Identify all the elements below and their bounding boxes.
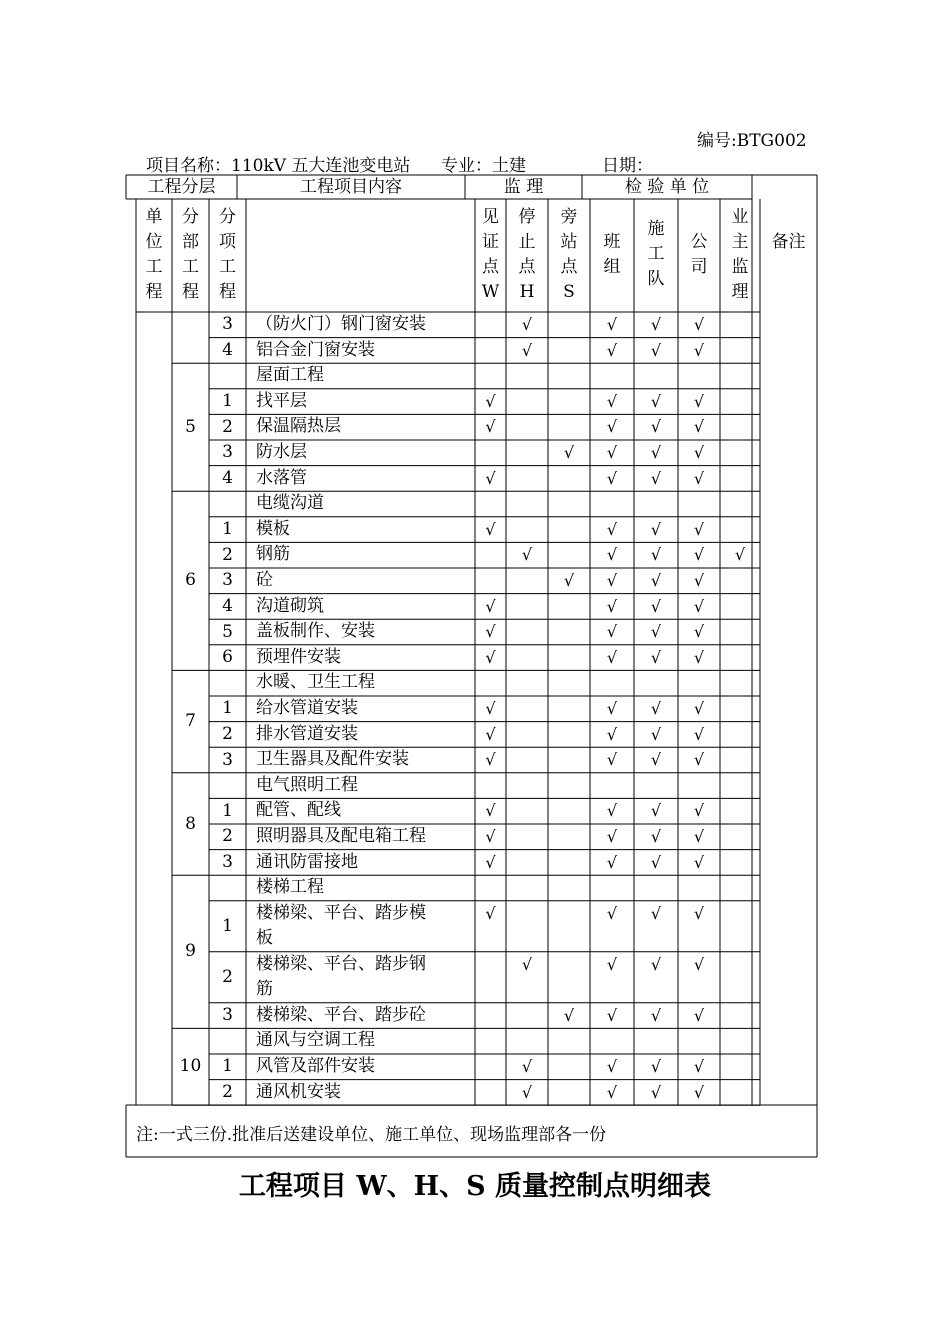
check-mark: √ (606, 340, 618, 360)
header-s_point-char: 旁 (560, 207, 578, 227)
check-mark: √ (606, 468, 618, 488)
header-sub_project-char: 部 (182, 232, 199, 252)
check-mark: √ (650, 468, 662, 488)
check-mark: √ (521, 545, 533, 565)
check-mark: √ (650, 340, 662, 360)
item-content: 给水管道安装 (256, 698, 358, 718)
check-mark: √ (606, 571, 618, 590)
check-mark: √ (650, 1005, 662, 1025)
group-number: 8 (185, 813, 196, 834)
check-mark: √ (693, 315, 705, 334)
header-sub_project-char: 分 (182, 207, 199, 227)
check-mark: √ (693, 750, 705, 770)
check-mark: √ (693, 1082, 705, 1102)
check-mark: √ (693, 391, 705, 411)
header-crew-char: 工 (647, 244, 665, 264)
header-item_project-char: 项 (219, 232, 236, 252)
check-mark: √ (693, 468, 705, 488)
check-mark: √ (485, 622, 496, 642)
header-w_point-char: 见 (482, 207, 499, 227)
header-team-char: 班 (603, 232, 621, 252)
check-mark: √ (693, 596, 705, 616)
check-mark: √ (693, 519, 705, 539)
check-mark: √ (521, 1082, 533, 1102)
check-mark: √ (606, 519, 618, 539)
item-content: 配管、配线 (256, 800, 341, 821)
item-number: 1 (222, 391, 233, 412)
group-number: 5 (185, 416, 196, 437)
header-unit_project-char: 单 (145, 207, 163, 227)
project-name: 项目名称：110kV 五大连池变电站 (146, 156, 411, 176)
item-number: 3 (222, 851, 233, 872)
check-mark: √ (563, 571, 575, 590)
check-mark: √ (485, 827, 496, 846)
header-unit_project-char: 程 (145, 282, 163, 302)
header-item_project-char: 工 (219, 257, 236, 277)
item-content: 风管及部件安装 (256, 1056, 375, 1076)
item-number: 4 (222, 467, 233, 488)
header-w_point-char: W (481, 282, 500, 302)
check-mark: √ (650, 1057, 662, 1076)
header-crew-char: 施 (647, 219, 665, 239)
item-content: 卫生器具及配件安装 (256, 749, 409, 770)
check-mark: √ (650, 417, 662, 437)
item-content: 沟道砌筑 (256, 595, 324, 616)
header-s_point-char: 点 (560, 257, 578, 277)
item-content: 钢筋 (256, 544, 290, 565)
document-title: 工程项目 W、H、S 质量控制点明细表 (238, 1171, 712, 1202)
item-number: 5 (222, 621, 233, 642)
header-owner-char: 主 (731, 232, 749, 252)
item-content: 照明器具及配电箱工程 (256, 826, 426, 846)
item-content: 找平层 (256, 390, 307, 411)
header-h_point-char: 止 (518, 232, 536, 252)
check-mark: √ (606, 1057, 618, 1076)
item-content: 楼梯梁、平台、踏步砼 (256, 1004, 426, 1025)
item-content: （防火门）钢门窗安装 (256, 314, 426, 334)
check-mark: √ (606, 622, 618, 642)
item-content: 电气照明工程 (256, 774, 358, 795)
group-number: 7 (185, 711, 196, 732)
item-content: 通风机安装 (256, 1081, 341, 1102)
item-content: 楼梯工程 (256, 877, 324, 898)
check-mark: √ (606, 443, 618, 462)
item-number: 4 (222, 339, 233, 360)
check-mark: √ (485, 519, 496, 539)
check-mark: √ (650, 1082, 662, 1102)
check-mark: √ (650, 827, 662, 846)
header-owner-char: 业 (731, 207, 749, 227)
header-unit_project-char: 位 (145, 232, 163, 252)
item-number: 1 (222, 519, 233, 540)
item-number: 1 (222, 698, 233, 719)
header-crew-char: 队 (647, 269, 665, 289)
check-mark: √ (693, 903, 705, 923)
check-mark: √ (650, 724, 662, 744)
item-number: 6 (222, 647, 233, 668)
header-unit_project-char: 工 (145, 257, 163, 277)
item-content: 水暖、卫生工程 (256, 672, 375, 693)
check-mark: √ (650, 315, 662, 334)
check-mark: √ (693, 417, 705, 437)
item-number: 2 (222, 966, 233, 987)
item-content-cont: 筋 (256, 978, 273, 999)
item-content: 预埋件安装 (256, 646, 341, 667)
item-content: 模板 (256, 518, 290, 539)
check-mark: √ (650, 954, 662, 974)
check-mark: √ (734, 545, 746, 565)
check-mark: √ (485, 724, 496, 744)
item-content: 屋面工程 (256, 365, 324, 386)
check-mark: √ (485, 699, 496, 718)
check-mark: √ (693, 801, 705, 821)
header-w_point-char: 点 (482, 257, 499, 277)
check-mark: √ (606, 801, 618, 821)
check-mark: √ (485, 903, 496, 923)
item-content: 水落管 (256, 467, 307, 488)
check-mark: √ (485, 391, 496, 411)
check-mark: √ (606, 545, 618, 565)
header-h_point-char: H (519, 282, 535, 302)
check-mark: √ (485, 417, 496, 437)
check-mark: √ (563, 443, 575, 462)
check-mark: √ (650, 596, 662, 616)
check-mark: √ (650, 571, 662, 590)
check-mark: √ (650, 801, 662, 821)
check-mark: √ (650, 519, 662, 539)
check-mark: √ (485, 852, 496, 872)
header-s_point-char: 站 (560, 232, 578, 252)
item-number: 2 (222, 416, 233, 437)
check-mark: √ (693, 571, 705, 590)
item-content: 通讯防雷接地 (256, 851, 358, 872)
table-note: 注:一式三份.批准后送建设单位、施工单位、现场监理部各一份 (136, 1125, 607, 1145)
check-mark: √ (563, 1005, 575, 1025)
check-mark: √ (693, 827, 705, 846)
header-h_point-char: 点 (518, 257, 536, 277)
header-sub_project-char: 程 (182, 282, 199, 302)
item-content: 防水层 (256, 442, 307, 462)
check-mark: √ (606, 827, 618, 846)
header-w_point-char: 证 (482, 232, 499, 252)
check-mark: √ (606, 724, 618, 744)
check-mark: √ (606, 750, 618, 770)
check-mark: √ (485, 801, 496, 821)
check-mark: √ (606, 903, 618, 923)
check-mark: √ (650, 391, 662, 411)
item-content: 排水管道安装 (256, 723, 358, 744)
group-number: 6 (185, 570, 196, 591)
header-company-char: 司 (690, 257, 708, 277)
check-mark: √ (485, 468, 496, 488)
item-number: 4 (222, 595, 233, 616)
check-mark: √ (693, 545, 705, 565)
check-mark: √ (693, 1005, 705, 1025)
item-number: 1 (222, 800, 233, 821)
check-mark: √ (485, 596, 496, 616)
check-mark: √ (693, 724, 705, 744)
document-number: 编号:BTG002 (697, 131, 807, 151)
item-content: 砼 (256, 570, 273, 590)
project-specialty: 专业：土建 (441, 156, 526, 176)
item-number: 3 (222, 749, 233, 770)
group-number: 10 (179, 1056, 202, 1077)
header-s_point-char: S (563, 282, 575, 302)
check-mark: √ (650, 545, 662, 565)
item-content: 通风与空调工程 (256, 1030, 375, 1051)
item-number: 2 (222, 723, 233, 744)
check-mark: √ (606, 1005, 618, 1025)
check-mark: √ (521, 315, 533, 334)
item-content: 保温隔热层 (256, 416, 341, 437)
header-content: 工程项目内容 (300, 177, 402, 197)
check-mark: √ (606, 699, 618, 718)
check-mark: √ (606, 647, 618, 667)
check-mark: √ (485, 647, 496, 667)
check-mark: √ (650, 699, 662, 718)
item-content-cont: 板 (256, 927, 273, 948)
check-mark: √ (650, 443, 662, 462)
check-mark: √ (650, 852, 662, 872)
check-mark: √ (521, 1057, 533, 1076)
item-number: 3 (222, 570, 233, 591)
item-number: 3 (222, 442, 233, 463)
project-header (146, 151, 846, 176)
item-content: 电缆沟道 (256, 493, 324, 514)
check-mark: √ (650, 622, 662, 642)
header-layers: 工程分层 (147, 177, 216, 197)
item-content: 楼梯梁、平台、踏步模 (256, 902, 426, 923)
check-mark: √ (693, 443, 705, 462)
check-mark: √ (693, 699, 705, 718)
header-team-char: 组 (603, 257, 621, 277)
item-number: 3 (222, 314, 233, 335)
check-mark: √ (693, 1057, 705, 1076)
group-number: 9 (185, 941, 196, 962)
check-mark: √ (606, 417, 618, 437)
check-mark: √ (606, 954, 618, 974)
check-mark: √ (606, 1082, 618, 1102)
check-mark: √ (606, 391, 618, 411)
item-number: 2 (222, 1081, 233, 1102)
item-content: 盖板制作、安装 (256, 621, 375, 642)
project-date: 日期： (602, 156, 653, 176)
header-supervision: 监 理 (503, 177, 544, 197)
check-mark: √ (650, 750, 662, 770)
check-mark: √ (606, 852, 618, 872)
item-number: 3 (222, 1005, 233, 1026)
check-mark: √ (650, 903, 662, 923)
item-number: 1 (222, 915, 233, 936)
item-number: 2 (222, 826, 233, 847)
header-owner-char: 监 (731, 257, 749, 277)
check-mark: √ (650, 647, 662, 667)
header-owner-char: 理 (731, 282, 749, 302)
check-mark: √ (606, 315, 618, 334)
check-mark: √ (693, 647, 705, 667)
check-mark: √ (485, 750, 496, 770)
check-mark: √ (606, 596, 618, 616)
header-item_project-char: 分 (219, 207, 236, 227)
check-mark: √ (693, 622, 705, 642)
check-mark: √ (693, 852, 705, 872)
header-remark: 备注 (771, 232, 806, 252)
header-item_project-char: 程 (219, 282, 236, 302)
item-number: 2 (222, 544, 233, 565)
header-sub_project-char: 工 (182, 257, 199, 277)
check-mark: √ (521, 340, 533, 360)
check-mark: √ (693, 954, 705, 974)
check-mark: √ (693, 340, 705, 360)
item-number: 1 (222, 1056, 233, 1077)
check-mark: √ (521, 954, 533, 974)
header-inspection: 检 验 单 位 (624, 177, 710, 197)
item-content: 铝合金门窗安装 (256, 339, 375, 360)
header-company-char: 公 (690, 232, 708, 252)
header-h_point-char: 停 (518, 207, 536, 227)
item-content: 楼梯梁、平台、踏步钢 (256, 953, 426, 974)
